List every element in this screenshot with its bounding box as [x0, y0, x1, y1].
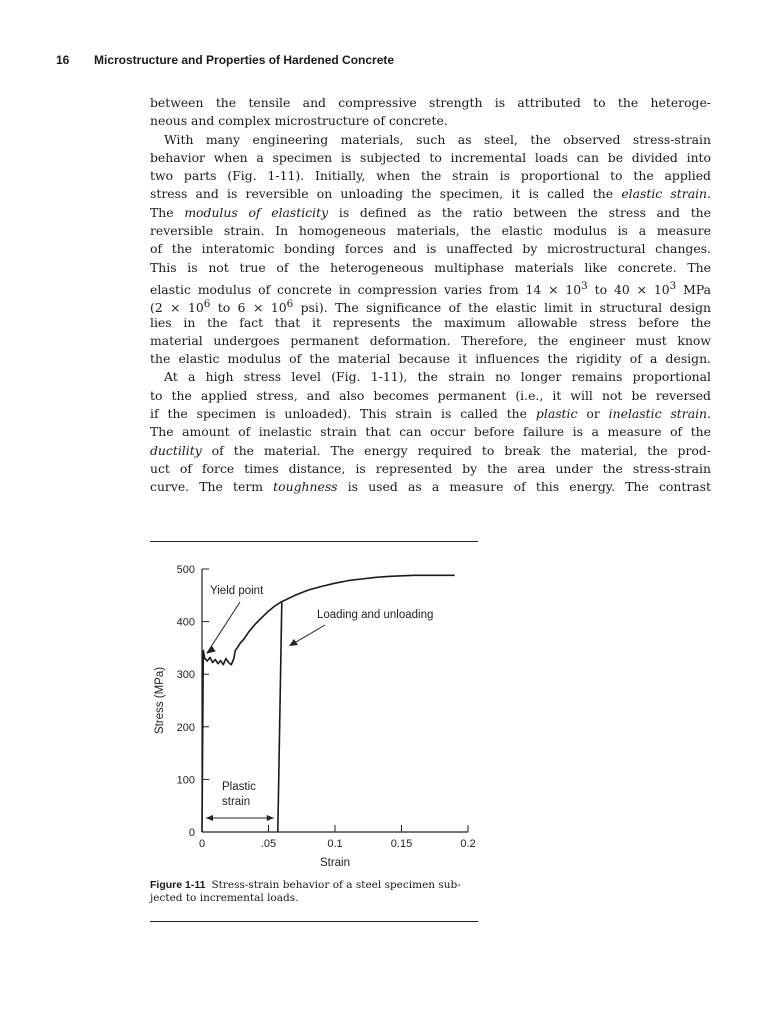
y-tick-label: 300	[176, 669, 195, 682]
y-tick-label: 500	[176, 564, 195, 576]
yield-point-arrowhead	[207, 646, 216, 654]
body-line: material undergoes permanent deformation. Therefore, the engineer must know	[150, 332, 711, 348]
body-line: between the tensile and compressive strength is attributed to the heteroge-	[150, 95, 711, 110]
body-line: if the specimen is unloaded). This strain is called the plastic or inelastic strain.	[150, 406, 711, 422]
plastic-strain-label: Plastic	[222, 781, 256, 793]
unloading-line	[278, 603, 282, 832]
term-toughness: toughness	[273, 479, 338, 495]
body-line: curve. The term toughness is used as a measure of this energy. The contrast	[150, 479, 711, 495]
body-line: ductility of the material. The energy required to break the material, the prod-	[150, 442, 711, 458]
x-tick-label: 0.1	[327, 838, 343, 850]
y-tick-label: 0	[188, 827, 195, 839]
caption-text-2: jected to incremental loads.	[150, 892, 299, 904]
term-ductility: ductility	[150, 442, 202, 458]
loading-unloading-label: Loading and unloading	[317, 609, 434, 621]
body-line: With many engineering materials, such as steel, the observed stress-strain	[164, 131, 711, 147]
figure-bottom-rule	[150, 921, 478, 922]
term-modulus-of-elasticity: modulus of elasticity	[184, 204, 329, 220]
figure-top-rule	[150, 541, 478, 542]
body-line: behavior when a specimen is subjected to incremental loads can be divided into	[150, 149, 711, 165]
body-line: stress and is reversible on unloading the specimen, it is called the elastic strain.	[150, 186, 711, 202]
term-inelastic-strain: inelastic strain.	[608, 406, 711, 422]
plastic-strain-arrowhead-right	[267, 815, 274, 821]
x-tick-label: 0.15	[390, 838, 413, 850]
x-tick-label: .05	[260, 838, 277, 850]
body-line: the elastic modulus of the material because it influences the rigidity of a design.	[150, 351, 711, 367]
y-tick-label: 400	[176, 616, 195, 629]
running-header	[56, 53, 394, 67]
body-line: ($2 \times 10^6$ to $6 \times 10^6$ psi). The significance of the elastic limit in structural design	[150, 298, 711, 316]
body-line: The modulus of elasticity is defined as the ratio between the stress and the	[150, 204, 711, 220]
caption-text: Stress-strain behavior of a steel specimen sub-	[211, 879, 461, 891]
y-tick-label: 200	[176, 721, 195, 734]
body-line: elastic modulus of concrete in compression varies from $14 \times 10^3$ to $40 \times 10^3$ MPa	[150, 279, 711, 298]
body-line: This is not true of the heterogeneous multiphase materials like concrete. The	[150, 259, 711, 275]
body-line: to the applied stress, and also becomes permanent (i.e., it will not be reversed	[150, 387, 711, 403]
body-line: of the interatomic bonding forces and is unaffected by microstructural changes.	[150, 241, 711, 257]
body-line: uct of force times distance, is represented by the area under the stress-strain	[150, 460, 711, 476]
x-axis-label: Strain	[319, 857, 351, 869]
page-number: 16	[56, 53, 70, 67]
body-line: two parts (Fig. 1-11). Initially, when the strain is proportional to the applied	[150, 168, 711, 184]
body-line: neous and complex microstructure of concrete.	[150, 113, 448, 129]
x-tick-label: 0	[198, 838, 206, 850]
term-plastic: plastic	[535, 406, 578, 422]
loading-unloading-arrow	[291, 625, 325, 645]
body-line: The amount of inelastic strain that can occur before failure is a measure of the	[150, 424, 711, 440]
plastic-strain-label: strain	[222, 796, 251, 808]
body-line: At a high stress level (Fig. 1-11), the strain no longer remains proportional	[164, 369, 711, 385]
y-axis-label: Stress (MPa)	[154, 666, 166, 735]
yield-point-label: Yield point	[210, 585, 264, 597]
body-line: reversible strain. In homogeneous materials, the elastic modulus is a measure	[150, 223, 711, 239]
body-text	[150, 94, 711, 497]
term-elastic-strain: elastic strain.	[621, 186, 711, 202]
y-tick-label: 100	[176, 774, 195, 787]
plastic-strain-arrowhead-left	[206, 815, 213, 821]
x-tick-label: 0.2	[460, 838, 476, 850]
stress-strain-chart	[0, 545, 768, 880]
figure-label: Figure 1-11	[150, 879, 206, 891]
body-line: lies in the fact that it represents the maximum allowable stress before the	[150, 314, 711, 330]
running-title: Microstructure and Properties of Hardened Concrete	[94, 53, 395, 67]
loading-unloading-arrowhead	[289, 639, 298, 646]
figure-caption	[150, 879, 480, 905]
chart-annotations	[206, 585, 433, 821]
